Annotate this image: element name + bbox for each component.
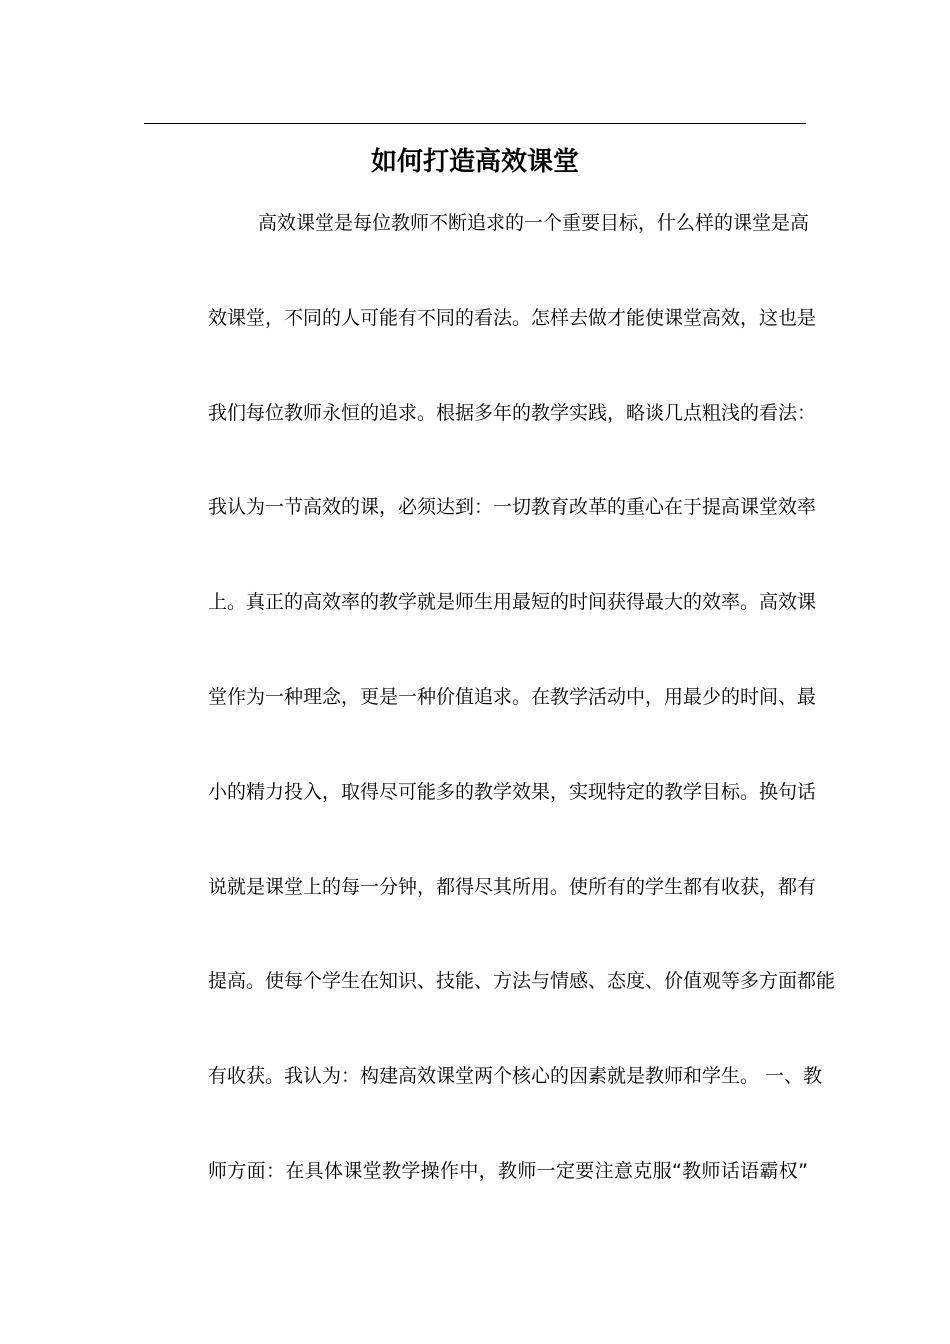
body-line: 我们每位教师永恒的追求。根据多年的教学实践，略谈几点粗浅的看法： <box>208 401 817 424</box>
body-line: 说就是课堂上的每一分钟，都得尽其所用。使所有的学生都有收获，都有 <box>208 875 817 898</box>
body-line: 提高。使每个学生在知识、技能、方法与情感、态度、价值观等多方面都能 <box>208 970 836 993</box>
document-title: 如何打造高效课堂 <box>370 147 579 177</box>
body-text <box>208 203 836 1246</box>
body-line: 高效课堂是每位教师不断追求的一个重要目标，什么样的课堂是高 <box>258 212 810 234</box>
body-line: 效课堂，不同的人可能有不同的看法。怎样去做才能使课堂高效，这也是 <box>208 306 817 329</box>
body-line: 我认为一节高效的课，必须达到：一切教育改革的重心在于提高课堂效率 <box>208 496 817 519</box>
body-line: 有收获。我认为：构建高效课堂两个核心的因素就是教师和学生。 一、教 <box>208 1065 823 1088</box>
body-line: 堂作为一种理念，更是一种价值追求。在教学活动中，用最少的时间、最 <box>208 685 817 708</box>
body-line: 上。真正的高效率的教学就是师生用最短的时间获得最大的效率。高效课 <box>208 591 817 614</box>
body-line: 小的精力投入，取得尽可能多的教学效果，实现特定的教学目标。换句话 <box>208 780 817 803</box>
header-rule <box>144 123 806 124</box>
body-line: 师方面：在具体课堂教学操作中，教师一定要注意克服“教师话语霸权” <box>208 1159 808 1182</box>
